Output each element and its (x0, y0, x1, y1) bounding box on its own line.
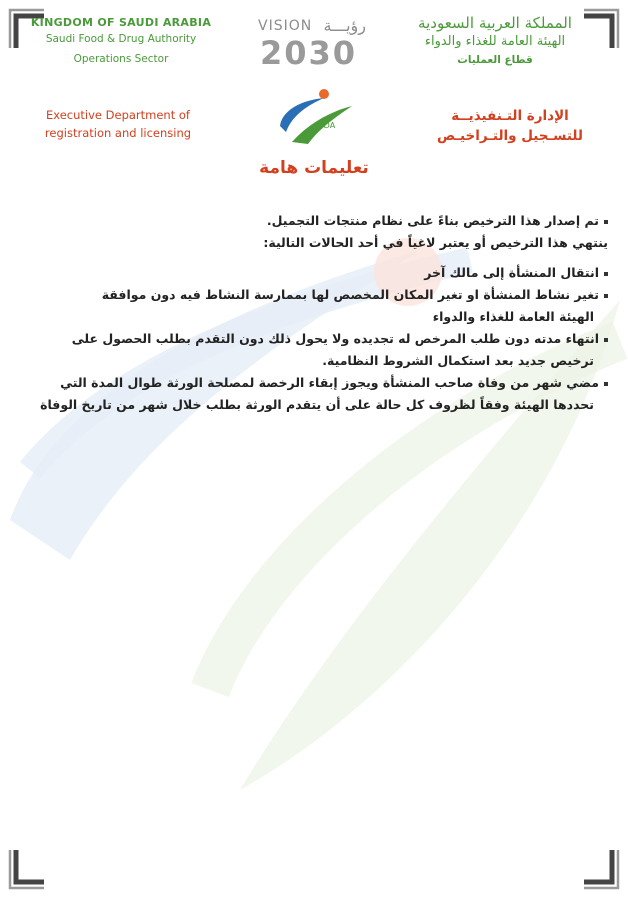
kingdom-name-arabic: المملكة العربية السعودية (418, 14, 572, 32)
case-item (48, 284, 608, 306)
bullet-icon (604, 294, 608, 298)
corner-bracket-icon (8, 846, 48, 890)
case-text: انتقال المنشأة إلى مالك آخر (424, 265, 599, 280)
vision-arabic-label: رؤيـــة (323, 16, 366, 35)
page-title: تعليمات هامة (259, 158, 369, 178)
sector-name-arabic: قطاع العمليات (457, 54, 533, 66)
department-arabic (430, 106, 590, 146)
corner-bracket-icon (580, 846, 620, 890)
case-text: مضي شهر من وفاة صاحب المنشأة ويجوز إبقاء الرخصة لمصلحة الورثة طوال المدة التي (60, 375, 599, 390)
sector-name-english: Operations Sector (73, 53, 169, 65)
vision-year: 2030 (260, 34, 358, 72)
header-arabic (400, 14, 590, 66)
case-text: ترخيص جديد بعد استكمال الشروط النظامية. (322, 353, 594, 368)
case-item-continuation (48, 350, 608, 372)
department-arabic-line2: للتسـجيل والتـراخيـص (437, 128, 583, 144)
case-text: انتهاء مدته دون طلب المرخص له تجديده ولا يحول ذلك دون التقدم بطلب الحصول على (71, 331, 599, 346)
case-item (48, 262, 608, 284)
bullet-icon (604, 220, 608, 224)
case-item (48, 328, 608, 350)
department-english (38, 106, 198, 142)
vision-2030-logo (258, 18, 368, 74)
instructions-body (40, 210, 608, 416)
instruction-line-text: تم إصدار هذا الترخيص بناءً على نظام منتجات التجميل. (266, 213, 599, 228)
header-english (26, 16, 216, 65)
case-item-continuation (40, 394, 608, 416)
instruction-line-text: ينتهي هذا الترخيص أو يعتبر لاغياً في أحد الحالات التالية: (263, 235, 608, 250)
department-english-line1: Executive Department of (46, 108, 190, 122)
authority-name-arabic: الهيئة العامة للغذاء والدواء (424, 34, 566, 49)
case-item (48, 372, 608, 394)
sfda-logo (272, 86, 356, 148)
case-text: تغير نشاط المنشأة او تغير المكان المخصص لها بممارسة النشاط فيه دون موافقة (101, 287, 599, 302)
bullet-icon (604, 382, 608, 386)
case-item-continuation (48, 306, 608, 328)
case-text: الهيئة العامة للغذاء والدواء (432, 309, 594, 324)
vision-label: VISION (258, 18, 313, 34)
instruction-line (48, 232, 608, 254)
department-arabic-line1: الإدارة التـنفيذيــة (451, 108, 569, 124)
kingdom-name-english: KINGDOM OF SAUDI ARABIA (30, 16, 212, 29)
authority-name-english: Saudi Food & Drug Authority (45, 33, 197, 45)
case-text: تحددها الهيئة وفقاً لظروف كل حالة على أن يتقدم الورثة بطلب خلال شهر من تاريخ الوفاة (40, 397, 594, 412)
instruction-line (48, 210, 608, 232)
department-english-line2: registration and licensing (44, 126, 192, 140)
bullet-icon (604, 272, 608, 276)
sfda-logo-text: SFDA (314, 121, 336, 130)
bullet-icon (604, 338, 608, 342)
